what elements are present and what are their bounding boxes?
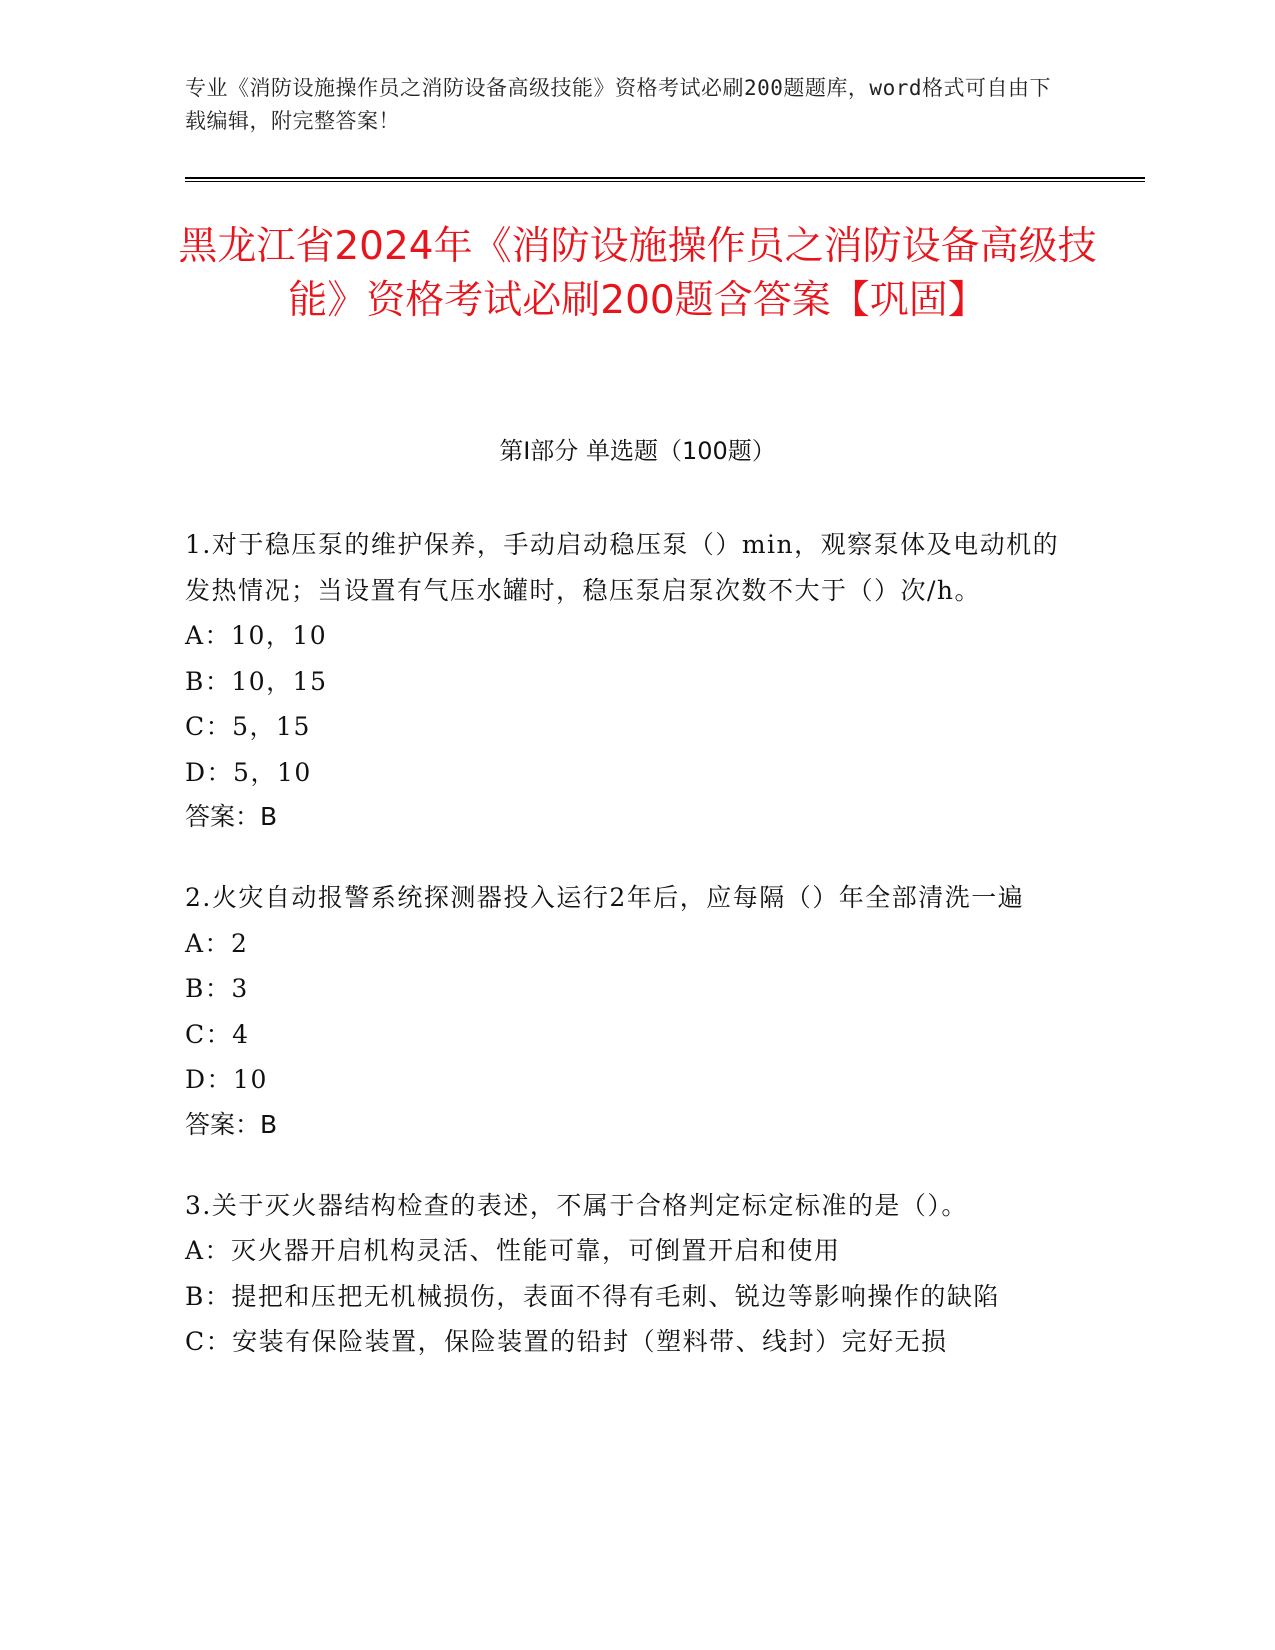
answer: 答案：B	[185, 1109, 278, 1139]
section-heading: 第Ⅰ部分 单选题（100题）	[499, 437, 776, 465]
option-c: C：4	[185, 1019, 250, 1049]
question-text: 3.关于灭火器结构检查的表述，不属于合格判定标定标准的是（）。	[185, 1190, 968, 1220]
document-title: 黑龙江省2024年《消防设施操作员之消防设备高级技能》资格考试必刷200题含答案【巩固】	[178, 224, 1097, 323]
answer: 答案：B	[185, 802, 278, 831]
option-c: C：安装有保险装置，保险装置的铅封（塑料带、线封）完好无损	[185, 1327, 948, 1356]
option-c: C：5，15	[185, 712, 311, 741]
question-1	[185, 522, 1065, 839]
option-b: B：3	[185, 974, 249, 1003]
header-divider-thin	[185, 181, 1145, 182]
question-3	[185, 1183, 1065, 1365]
option-d: D：5，10	[185, 757, 312, 787]
question-text: 1.对于稳压泵的维护保养，手动启动稳压泵（）min，观察泵体及电动机的发热情况；当设置有气压水罐时，稳压泵启泵次数不大于（）次/h。	[185, 530, 1060, 605]
option-a: A：灭火器开启机构灵活、性能可靠，可倒置开启和使用	[185, 1236, 841, 1265]
option-a: A：2	[185, 928, 249, 958]
question-text: 2.火灾自动报警系统探测器投入运行2年后，应每隔（）年全部清洗一遍	[185, 883, 1025, 912]
question-2	[185, 875, 1065, 1147]
option-a: A：10，10	[185, 621, 328, 650]
header-note: 专业《消防设施操作员之消防设备高级技能》资格考试必刷200题题库，word格式可自由下载编辑，附完整答案！	[185, 76, 1051, 133]
option-b: B：提把和压把无机械损伤，表面不得有毛刺、锐边等影响操作的缺陷	[185, 1281, 1000, 1311]
option-d: D：10	[185, 1065, 268, 1094]
question-list	[185, 522, 1065, 1401]
option-b: B：10，15	[185, 666, 328, 696]
header-divider-thick	[185, 177, 1145, 179]
